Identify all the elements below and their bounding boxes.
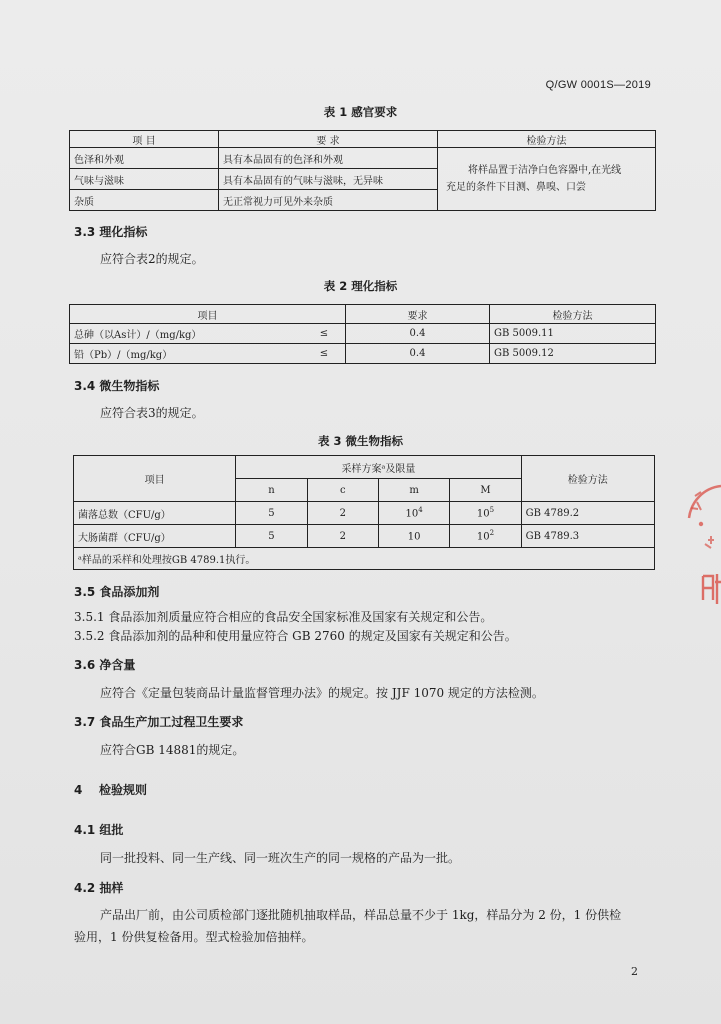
table2-requirement: 0.4 xyxy=(346,324,490,344)
table3-subheader-M: M xyxy=(450,479,521,502)
section-3-7-heading: 3.7 食品生产加工过程卫生要求 xyxy=(74,715,244,729)
section-3-3-heading: 3.3 理化指标 xyxy=(74,225,148,239)
table2-method: GB 5009.11 xyxy=(490,324,656,344)
section-4-1-text: 同一批投料、同一生产线、同一班次生产的同一规格的产品为一批。 xyxy=(100,851,461,865)
table1-cell: 无正常视力可见外来杂质 xyxy=(219,190,438,211)
table1-cell: 杂质 xyxy=(70,190,219,211)
section-3-5-1-text: 3.5.1 食品添加剂质量应符合相应的食品安全国家标准及国家有关规定和公告。 xyxy=(74,610,493,624)
section-3-4-heading: 3.4 微生物指标 xyxy=(74,379,160,393)
table3-m-base: 10 xyxy=(405,508,419,520)
table1-method-cell xyxy=(438,148,656,211)
table3-M-base: 10 xyxy=(476,531,490,543)
table3-subheader-c: c xyxy=(307,479,378,502)
table1-caption: 表 1 感官要求 xyxy=(323,105,398,119)
table1-cell: 具有本品固有的色泽和外观 xyxy=(219,148,438,169)
table3-m-exp: 4 xyxy=(418,506,423,515)
table3-item: 菌落总数（CFU/g） xyxy=(74,502,236,525)
section-3-5-heading: 3.5 食品添加剂 xyxy=(74,585,160,599)
table3-method: GB 4789.3 xyxy=(521,525,654,548)
document-code: Q/GW 0001S—2019 xyxy=(545,79,651,91)
table3-m xyxy=(378,502,449,525)
table3-M xyxy=(450,525,521,548)
table2-operator: ≤ xyxy=(303,344,346,364)
table1-cell: 具有本品固有的气味与滋味，无异味 xyxy=(219,169,438,190)
table3-header-method: 检验方法 xyxy=(521,456,654,502)
section-3-6-heading: 3.6 净含量 xyxy=(74,658,136,672)
table2-header-requirement: 要求 xyxy=(346,305,490,324)
section-4-2-line1: 产品出厂前，由公司质检部门逐批随机抽取样品，样品总量不少于 1kg，样品分为 2 份，1 份供检 xyxy=(100,908,622,922)
table2-method: GB 5009.12 xyxy=(490,344,656,364)
table1-header-item: 项 目 xyxy=(70,131,219,148)
table1-method-line1: 将样品置于洁净白色容器中,在光线 xyxy=(468,165,622,176)
page-number: 2 xyxy=(631,965,638,978)
table3-subheader-n: n xyxy=(236,479,307,502)
section-3-4-text: 应符合表3的规定。 xyxy=(100,406,204,420)
table3-header-item: 项目 xyxy=(74,456,236,502)
table2-header-method: 检验方法 xyxy=(490,305,656,324)
table3-method: GB 4789.2 xyxy=(521,502,654,525)
table2 xyxy=(69,304,656,364)
table3-subheader-m: m xyxy=(378,479,449,502)
seal-stamp-icon xyxy=(681,478,721,618)
section-4-1-heading: 4.1 组批 xyxy=(74,823,124,837)
section-3-5-2-text: 3.5.2 食品添加剂的品种和使用量应符合 GB 2760 的规定及国家有关规定和公告。 xyxy=(74,629,517,643)
table2-header-item: 项目 xyxy=(70,305,346,324)
table3-n: 5 xyxy=(236,502,307,525)
table3-c: 2 xyxy=(307,502,378,525)
table3-header-plan: 采样方案ᵃ及限量 xyxy=(236,456,521,479)
table2-item: 铅（Pb）/（mg/kg） xyxy=(70,344,304,364)
section-4-2-heading: 4.2 抽样 xyxy=(74,881,124,895)
section-4-2-line2: 验用，1 份供复检备用。型式检验加倍抽样。 xyxy=(74,930,314,944)
table2-requirement: 0.4 xyxy=(346,344,490,364)
table3-m xyxy=(378,525,449,548)
table2-item: 总砷（以As计）/（mg/kg） xyxy=(70,324,304,344)
table2-operator: ≤ xyxy=(303,324,346,344)
table1 xyxy=(69,130,656,211)
section-3-7-text: 应符合GB 14881的规定。 xyxy=(100,743,245,757)
table1-header-method: 检验方法 xyxy=(438,131,656,148)
table3-M-exp: 5 xyxy=(489,506,495,515)
table3-M xyxy=(450,502,521,525)
table3-c: 2 xyxy=(307,525,378,548)
section-3-3-text: 应符合表2的规定。 xyxy=(100,252,204,266)
section-4-heading: 4 检验规则 xyxy=(74,783,148,797)
table1-cell: 色泽和外观 xyxy=(70,148,219,169)
table2-caption: 表 2 理化指标 xyxy=(323,279,398,293)
table3-M-base: 10 xyxy=(476,508,490,520)
table1-method-line2: 充足的条件下目测、鼻嗅、口尝 xyxy=(446,182,586,193)
table1-header-requirement: 要 求 xyxy=(219,131,438,148)
table3-footnote: ᵃ样品的采样和处理按GB 4789.1执行。 xyxy=(74,548,655,570)
table3-M-exp: 2 xyxy=(489,529,495,538)
table1-cell: 气味与滋味 xyxy=(70,169,219,190)
table3-m-base: 10 xyxy=(407,531,421,543)
table3-caption: 表 3 微生物指标 xyxy=(317,434,403,448)
table3 xyxy=(73,455,655,570)
table3-n: 5 xyxy=(236,525,307,548)
section-3-6-text: 应符合《定量包装商品计量监督管理办法》的规定。按 JJF 1070 规定的方法检测。 xyxy=(100,686,544,700)
table3-item: 大肠菌群（CFU/g） xyxy=(74,525,236,548)
